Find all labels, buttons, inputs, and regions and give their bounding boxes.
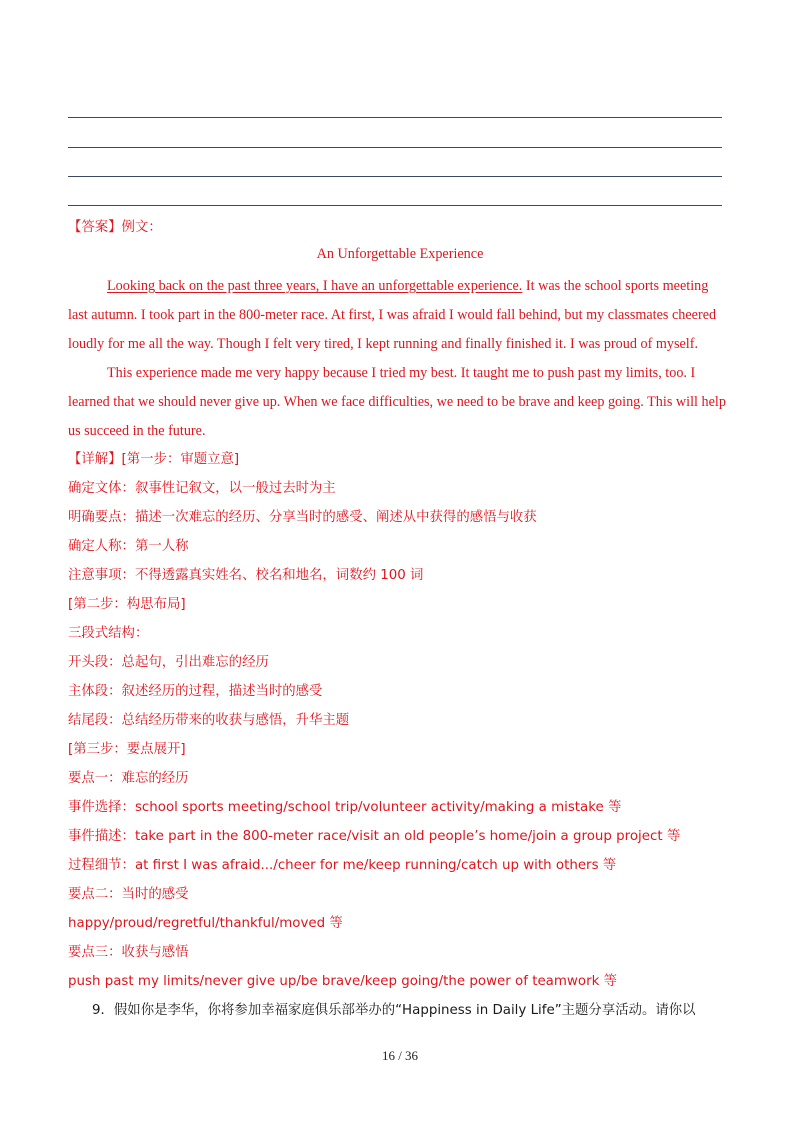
detail-item: 要点一：难忘的经历 — [68, 771, 189, 786]
essay-p1-line1-rest: It was the school sports meeting — [522, 278, 709, 294]
writing-line — [68, 117, 722, 118]
detail-item: 事件描述：take part in the 800-meter race/visit an old people’s home/join a group project 等 — [68, 829, 681, 844]
detail-item: 要点二：当时的感受 — [68, 887, 189, 902]
detail-item: 确定人称：第一人称 — [68, 539, 189, 554]
detail-item: [第二步：构思布局] — [68, 597, 186, 612]
page-number: 16 / 36 — [381, 1048, 419, 1063]
detail-item: 事件选择：school sports meeting/school trip/volunteer activity/making a mistake 等 — [68, 800, 622, 815]
detail-item: 结尾段：总结经历带来的收获与感悟，升华主题 — [68, 713, 350, 728]
essay-p1-line2: last autumn. I took part in the 800-meter race. At first, I was afraid I would fall behind, but my classmates cheered — [68, 307, 717, 323]
detail-item: 注意事项：不得透露真实姓名、校名和地名，词数约 100 词 — [68, 568, 424, 583]
detail-label: 【详解】[第一步：审题立意] — [68, 452, 240, 467]
essay-p1-line3: loudly for me all the way. Though I felt very tired, I kept running and finally finished it. I was proud of myself. — [68, 336, 699, 352]
essay-p2-line1: This experience made me very happy because I tried my best. It taught me to push past my limits, too. I — [107, 365, 696, 381]
detail-item: 主体段：叙述经历的过程，描述当时的感受 — [68, 684, 323, 699]
detail-item: 开头段：总起句，引出难忘的经历 — [68, 655, 269, 670]
detail-item: 要点三：收获与感悟 — [68, 945, 189, 960]
essay-p1-underlined: Looking back on the past three years, I have an unforgettable experience. — [107, 278, 523, 294]
detail-item: push past my limits/never give up/be brave/keep going/the power of teamwork 等 — [68, 974, 617, 989]
writing-line — [68, 147, 722, 148]
detail-item: [第三步：要点展开] — [68, 742, 186, 757]
essay-p1-line1 — [107, 276, 730, 296]
detail-item: happy/proud/regretful/thankful/moved 等 — [68, 916, 343, 931]
essay-p2-line2: learned that we should never give up. When we face difficulties, we need to be brave and keep going. This will help — [68, 394, 726, 410]
essay-title: An Unforgettable Experience — [316, 246, 484, 262]
detail-item: 三段式结构： — [68, 626, 149, 641]
answer-label: 【答案】例文： — [68, 220, 162, 235]
next-question: 9．假如你是李华，你将参加幸福家庭俱乐部举办的“Happiness in Daily Life”主题分享活动。请你以 — [92, 1003, 696, 1018]
detail-item: 明确要点：描述一次难忘的经历、分享当时的感受、阐述从中获得的感悟与收获 — [68, 510, 537, 525]
detail-item: 确定文体：叙事性记叙文，以一般过去时为主 — [68, 481, 336, 496]
writing-line — [68, 176, 722, 177]
detail-item: 过程细节：at first I was afraid.../cheer for me/keep running/catch up with others 等 — [68, 858, 617, 873]
essay-p2-line3: us succeed in the future. — [68, 423, 206, 439]
writing-line — [68, 205, 722, 206]
